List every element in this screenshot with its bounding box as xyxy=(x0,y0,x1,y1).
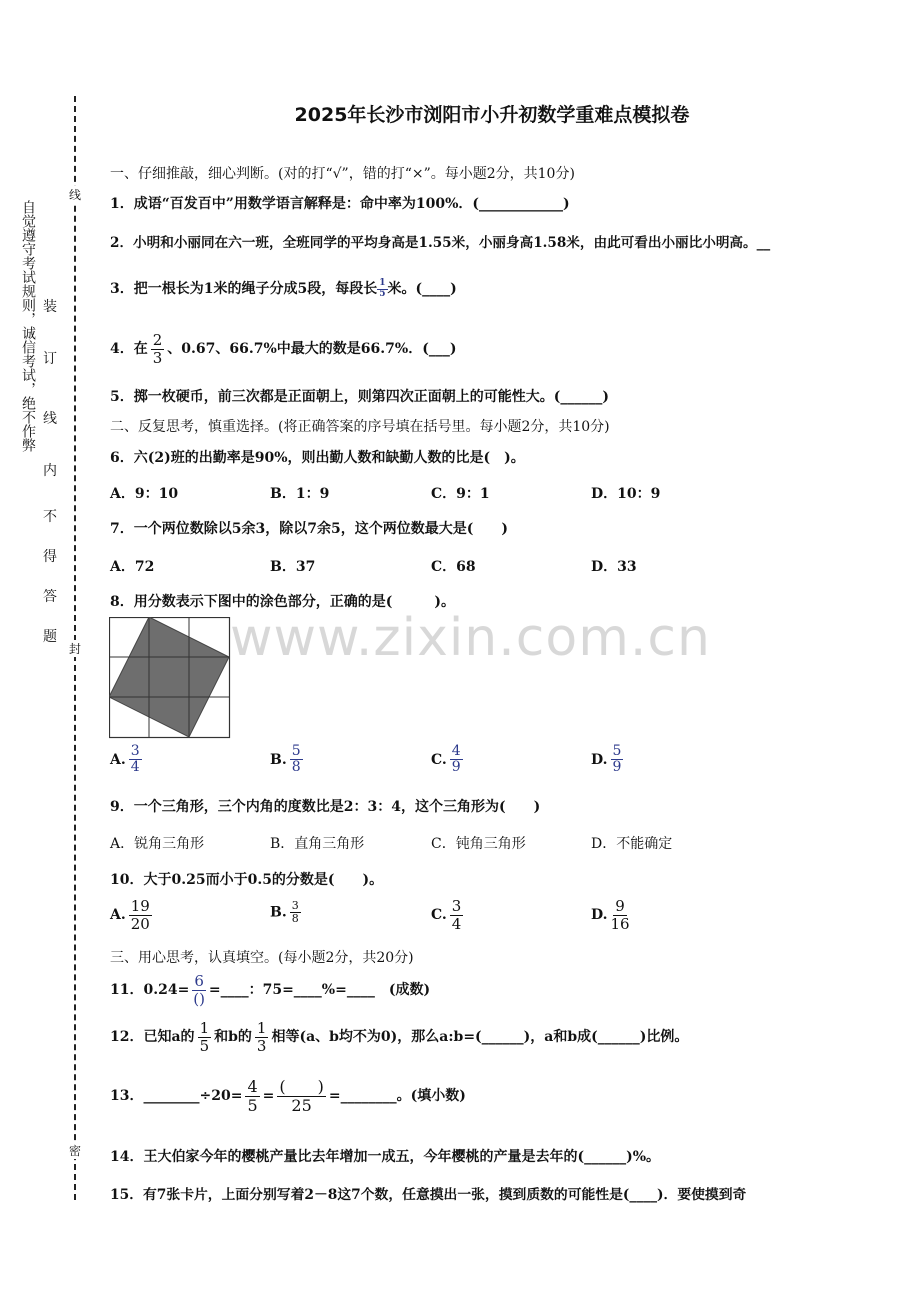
question-1: 1．成语“百发百中”用数学语言解释是：命中率为100%．(____________) xyxy=(110,196,570,212)
q10-option-c-label: C. xyxy=(431,907,447,923)
q6-option-a: A．9：10 xyxy=(110,486,179,502)
q10-option-c xyxy=(431,898,466,932)
question-13 xyxy=(110,1078,466,1114)
q8-option-d-fraction xyxy=(611,744,624,776)
margin-char: 答 xyxy=(43,589,57,605)
den: 4 xyxy=(130,759,140,776)
q8-option-a xyxy=(110,744,145,776)
q12-text-a: 12．已知a的 xyxy=(110,1029,195,1045)
q10-option-d-fraction xyxy=(611,898,630,932)
q3-text-a: 3．把一根长为1米的绳子分成5段，每段长 xyxy=(110,281,378,297)
question-11 xyxy=(110,973,430,1007)
margin-char: 得 xyxy=(43,549,57,565)
question-12 xyxy=(110,1020,688,1054)
watermark: www.zixin.com.cn xyxy=(230,608,711,668)
den: 4 xyxy=(451,914,462,933)
num: 19 xyxy=(130,897,150,915)
q10-option-b xyxy=(270,900,304,925)
question-9: 9．一个三角形，三个内角的度数比是2：3：4，这个三角形为( ) xyxy=(110,799,541,815)
q11-text-a: 11．0.24= xyxy=(110,982,190,998)
den: 16 xyxy=(610,914,630,933)
q12-text-b: 和b的 xyxy=(214,1029,252,1045)
num: 1 xyxy=(199,1019,210,1037)
num: 5 xyxy=(612,743,622,759)
q3-text-b: 米。(____) xyxy=(387,281,457,297)
num: 3 xyxy=(451,897,462,915)
den: 3 xyxy=(256,1036,267,1055)
den: 25 xyxy=(291,1095,312,1115)
den: 8 xyxy=(291,759,301,776)
section-heading-judgement: 一、仔细推敲，细心判断。(对的打“√”，错的打“×”。每小题2分，共10分) xyxy=(110,166,575,182)
question-3 xyxy=(110,278,457,299)
q10-option-b-label: B. xyxy=(270,904,287,921)
margin-label-feng: 封 xyxy=(68,642,81,656)
q12-fraction-2 xyxy=(255,1020,269,1054)
q8-option-c xyxy=(431,744,466,776)
question-15: 15．有7张卡片，上面分别写着2－8这7个数，任意摸出一张，摸到质数的可能性是(____)．要使摸到奇 xyxy=(110,1187,747,1203)
den: 5 xyxy=(247,1095,258,1115)
q8-option-c-label: C. xyxy=(431,751,447,768)
q8-option-b xyxy=(270,744,306,776)
q13-fraction-1 xyxy=(245,1078,259,1114)
q12-text-c: 相等(a、b均不为0)，那么a:b=(______)，a和b成(______)比例。 xyxy=(271,1029,689,1045)
q13-text-a: 13．________÷20= xyxy=(110,1088,243,1105)
num: 3 xyxy=(130,743,140,759)
num: 9 xyxy=(615,897,625,915)
q8-option-b-label: B. xyxy=(270,751,287,768)
section-heading-choice: 二、反复思考，慎重选择。(将正确答案的序号填在括号里。每小题2分，共10分) xyxy=(110,419,610,435)
question-8: 8．用分数表示下图中的涂色部分，正确的是( )。 xyxy=(110,594,455,610)
q13-text-b: =________。(填小数) xyxy=(328,1088,466,1105)
q12-fraction-1 xyxy=(198,1020,212,1054)
margin-char: 题 xyxy=(43,629,57,645)
q6-option-d: D．10：9 xyxy=(591,486,661,502)
q8-option-a-label: A. xyxy=(110,751,126,768)
margin-char: 线 xyxy=(43,411,57,427)
margin-char: 订 xyxy=(43,351,57,367)
q3-fraction xyxy=(377,279,387,300)
q3-num: 1 xyxy=(379,277,386,288)
margin-char: 不 xyxy=(43,509,57,525)
question-4 xyxy=(110,332,456,366)
q9-option-d: D．不能确定 xyxy=(591,836,673,852)
margin-honesty-text: 自觉遵守考试规则，诚信考试，绝不作弊 xyxy=(20,200,36,452)
q10-option-b-fraction xyxy=(290,900,301,925)
den: () xyxy=(193,989,205,1008)
q8-option-b-fraction xyxy=(290,744,303,776)
q7-option-b: B．37 xyxy=(270,559,316,575)
margin-label-mi: 密 xyxy=(68,1144,81,1158)
num: 4 xyxy=(247,1077,258,1096)
q3-den: 5 xyxy=(379,288,386,299)
q10-option-a-label: A. xyxy=(110,907,126,923)
page-title: 2025年长沙市浏阳市小升初数学重难点模拟卷 xyxy=(294,104,690,126)
den: 5 xyxy=(199,1036,210,1055)
den: 9 xyxy=(612,759,622,776)
q4-text-b: 、0.67、66.7%中最大的数是66.7%．(___) xyxy=(167,341,457,357)
q8-option-c-fraction xyxy=(450,744,463,776)
question-14: 14．王大伯家今年的樱桃产量比去年增加一成五，今年樱桃的产量是去年的(______)%。 xyxy=(110,1149,661,1165)
q9-option-b: B．直角三角形 xyxy=(270,836,365,852)
num: 6 xyxy=(194,972,204,990)
q10-option-c-fraction xyxy=(450,898,464,932)
num: 1 xyxy=(256,1019,267,1037)
question-2: 2．小明和小丽同在六一班，全班同学的平均身高是1.55米，小丽身高1.58米，由此可看出小丽比小明高。__ xyxy=(110,235,771,251)
q9-option-a: A．锐角三角形 xyxy=(110,836,205,852)
question-10: 10．大于0.25而小于0.5的分数是( )。 xyxy=(110,872,384,888)
question-5: 5．掷一枚硬币，前三次都是正面朝上，则第四次正面朝上的可能性大。(______) xyxy=(110,389,609,405)
section-heading-fill: 三、用心思考，认真填空。(每小题2分，共20分) xyxy=(110,950,414,966)
q11-fraction xyxy=(192,973,206,1007)
question-7: 7．一个两位数除以5余3，除以7余5，这个两位数最大是( ) xyxy=(110,521,508,537)
question-6: 6．六(2)班的出勤率是90%，则出勤人数和缺勤人数的比是( )。 xyxy=(110,450,525,466)
num: ( ) xyxy=(279,1077,324,1096)
q6-option-b: B．1：9 xyxy=(270,486,330,502)
q7-option-c: C．68 xyxy=(431,559,476,575)
num: 5 xyxy=(291,743,301,759)
q4-den: 3 xyxy=(152,348,163,367)
num: 3 xyxy=(291,899,299,912)
q8-grid-figure xyxy=(109,617,232,740)
q10-option-a-fraction xyxy=(129,898,152,932)
q8-option-d xyxy=(591,744,626,776)
q10-option-d-label: D. xyxy=(591,907,608,923)
q8-option-a-fraction xyxy=(129,744,142,776)
num: 4 xyxy=(451,743,461,759)
margin-label-xian: 线 xyxy=(68,188,81,202)
den: 9 xyxy=(451,759,461,776)
q10-option-d xyxy=(591,898,633,932)
q10-option-a xyxy=(110,898,155,932)
den: 20 xyxy=(130,914,150,933)
q13-equals: = xyxy=(262,1088,275,1105)
q7-option-d: D．33 xyxy=(591,559,637,575)
q7-option-a: A．72 xyxy=(110,559,155,575)
q13-fraction-2 xyxy=(277,1078,326,1114)
q11-text-b: =____：75=____%=____ (成数) xyxy=(208,982,431,998)
q4-fraction xyxy=(151,332,165,366)
margin-char: 内 xyxy=(43,463,57,479)
q8-option-d-label: D. xyxy=(591,751,608,768)
q9-option-c: C．钝角三角形 xyxy=(431,836,526,852)
margin-char: 装 xyxy=(43,299,57,315)
den: 8 xyxy=(291,912,299,926)
q4-num: 2 xyxy=(152,331,163,349)
q6-option-c: C．9：1 xyxy=(431,486,490,502)
q4-text-a: 4．在 xyxy=(110,341,148,357)
